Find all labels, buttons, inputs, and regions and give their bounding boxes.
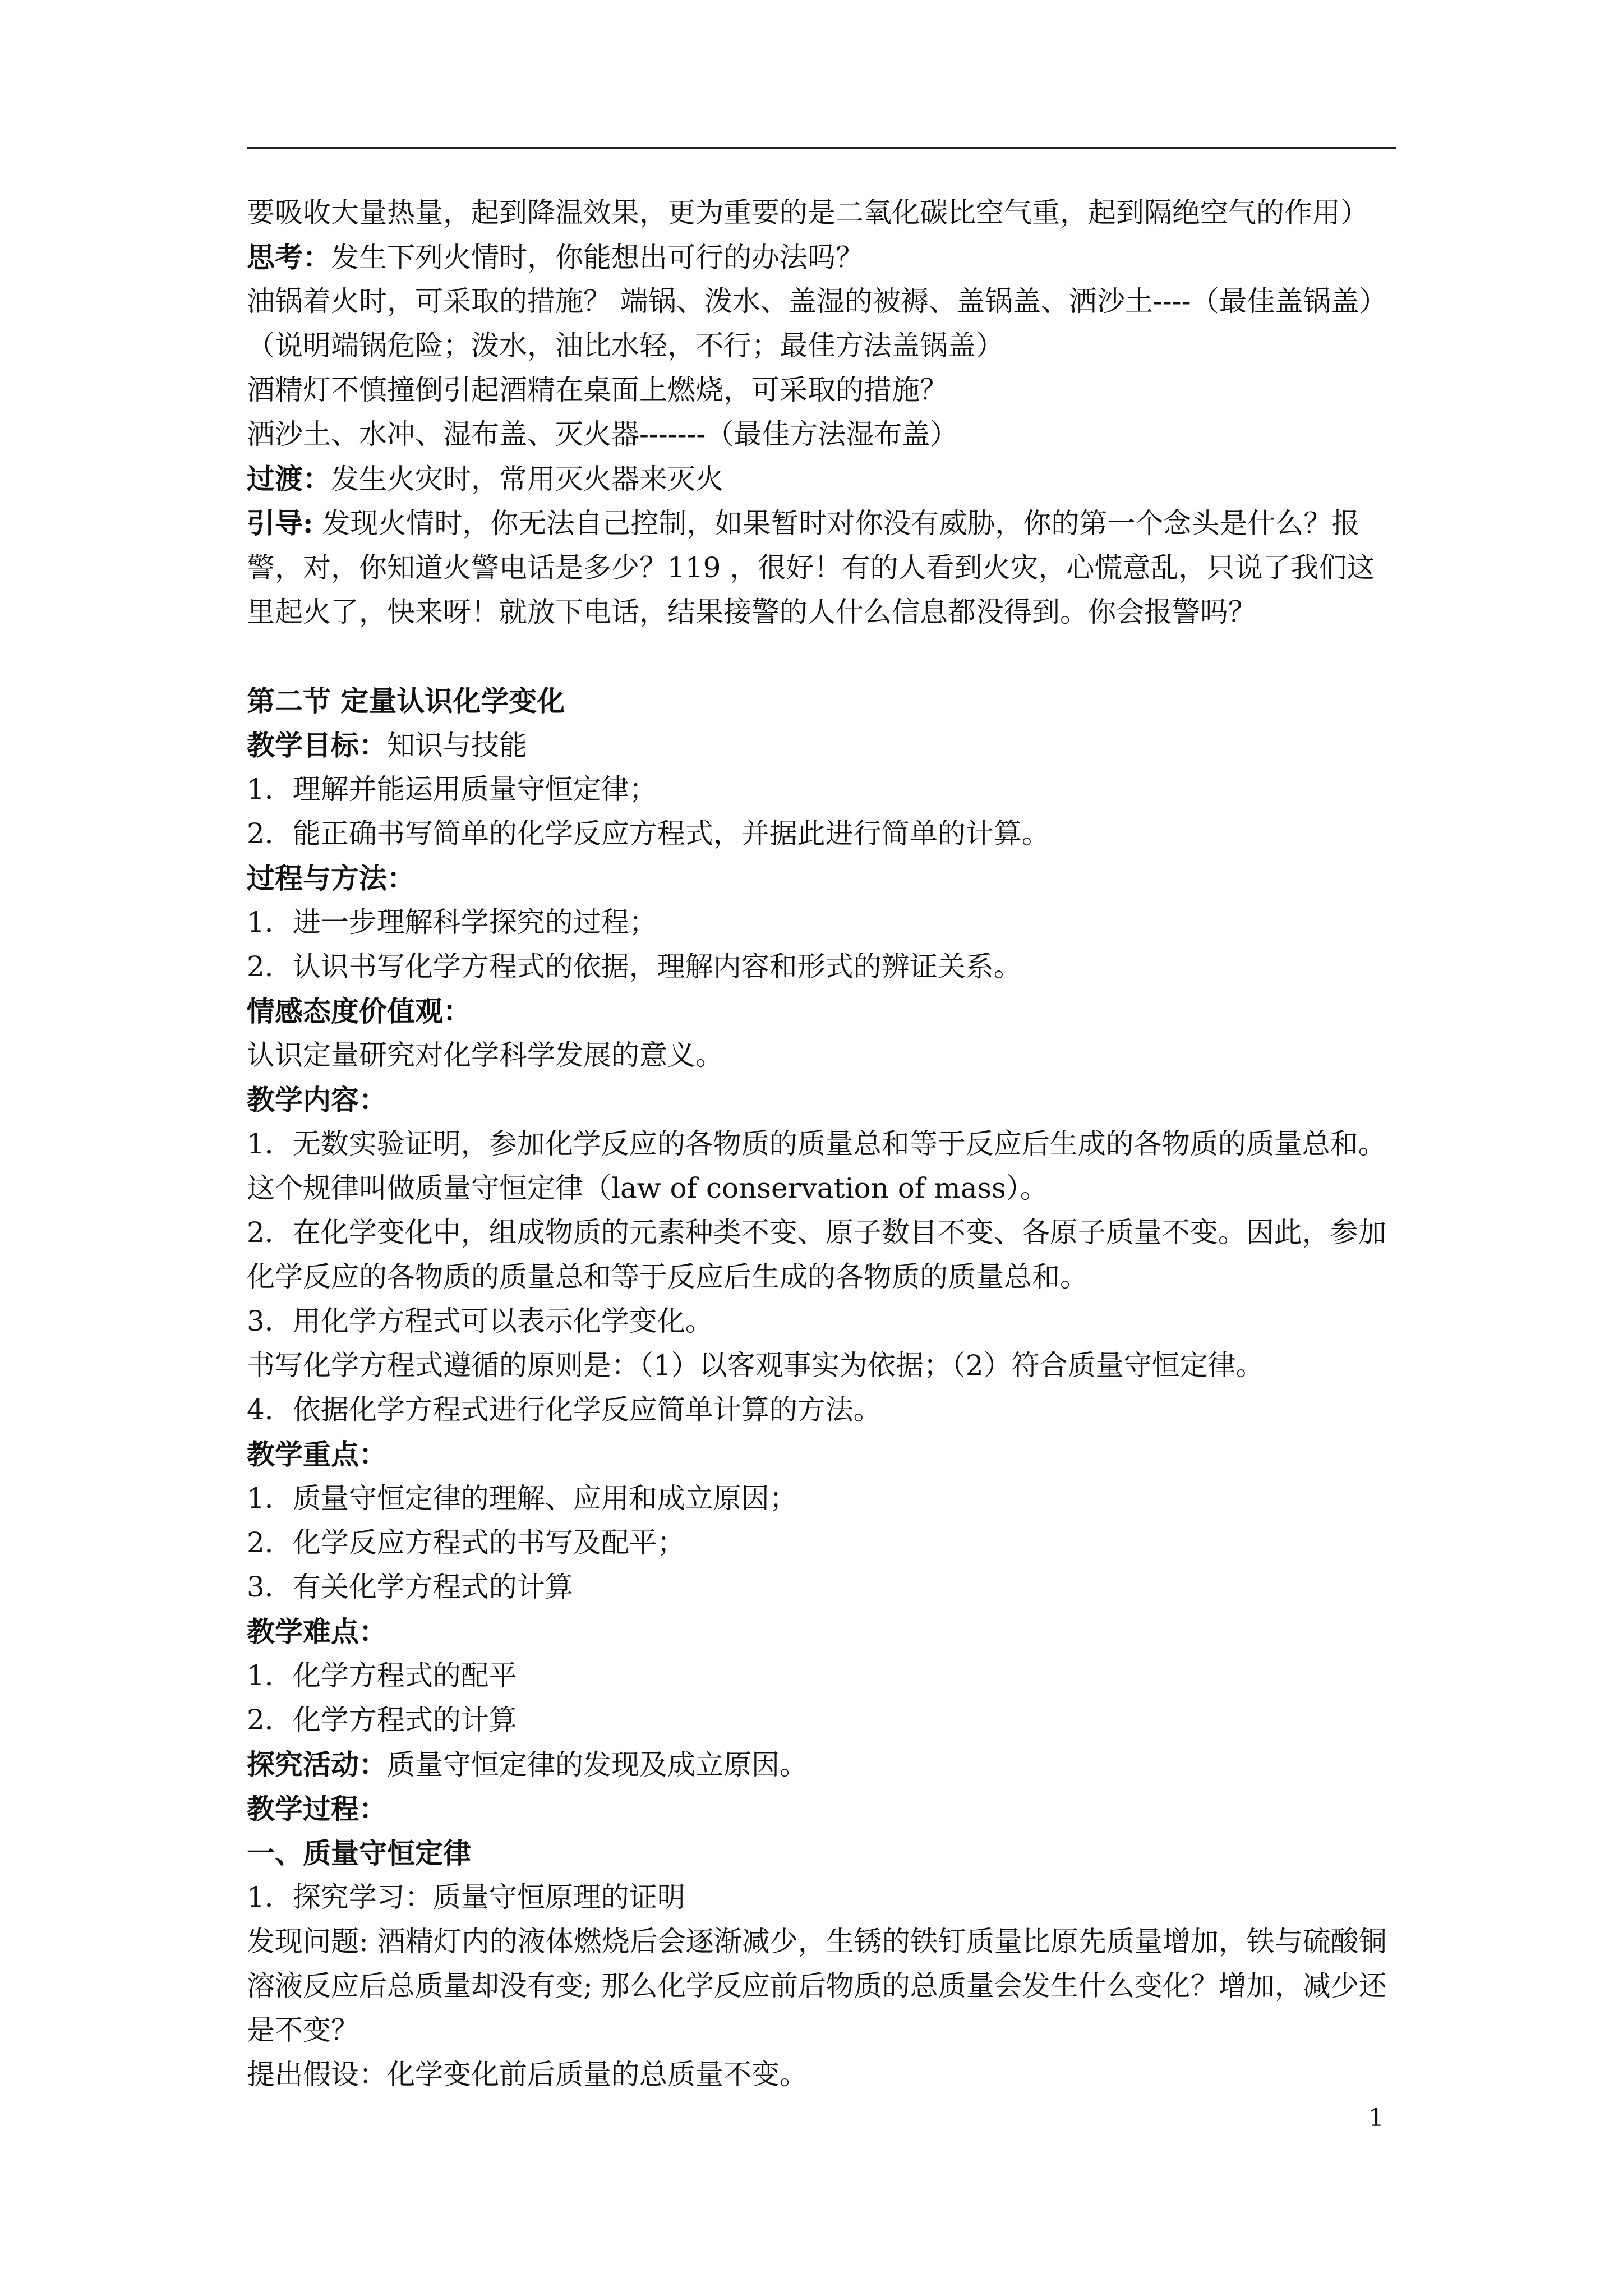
- line: 洒沙土、水冲、湿布盖、灭火器-------（最佳方法湿布盖）: [247, 418, 958, 450]
- line: 4．依据化学方程式进行化学反应简单计算的方法。: [247, 1393, 882, 1426]
- paragraph: 油锅着火时，可采取的措施？ 端锅、泼水、盖湿的被褥、盖锅盖、洒沙土----（最佳盖锅盖）: [247, 285, 1387, 318]
- list-item: 2．化学方程式的计算: [247, 1704, 517, 1736]
- header-rule: [247, 147, 1396, 149]
- label-think: 思考：: [247, 241, 331, 274]
- label-guide: 引导:: [247, 507, 313, 540]
- line: （说明端锅危险；泼水，油比水轻，不行；最佳方法盖锅盖）: [247, 329, 1004, 362]
- text: 发生火灾时，常用灭火器来灭火: [331, 463, 723, 495]
- list-item: 1．理解并能运用质量守恒定律；: [247, 773, 657, 806]
- page-number: 1: [1368, 2104, 1384, 2132]
- list-item: 2．化学反应方程式的书写及配平；: [247, 1526, 685, 1559]
- list-item: 1．探究学习：质量守恒原理的证明: [247, 1881, 685, 1913]
- label-teaching-process: 教学过程：: [247, 1792, 387, 1825]
- document-body: [247, 191, 1396, 2097]
- list-item: 1．质量守恒定律的理解、应用和成立原因；: [247, 1482, 797, 1515]
- list-item: 2．认识书写化学方程式的依据，理解内容和形式的辨证关系。: [247, 950, 1022, 983]
- label-discover: 发现问题:: [247, 1925, 368, 1958]
- text: 知识与技能: [387, 729, 527, 762]
- list-item: 2．能正确书写简单的化学反应方程式，并据此进行简单的计算。: [247, 817, 1050, 850]
- label-process: 过程与方法：: [247, 862, 415, 895]
- line: [247, 457, 1396, 501]
- label-emotion: 情感态度价值观：: [247, 995, 471, 1028]
- paragraph: 1．无数实验证明，参加化学反应的各物质的质量总和等于反应后生成的各物质的质量总和。这个规律叫做质量守恒定律（law of conservation of mass）。: [247, 1128, 1386, 1204]
- line: 要吸收大量热量，起到降温效果，更为重要的是二氧化碳比空气重，起到隔绝空气的作用）: [247, 196, 1368, 229]
- list-item: 1．进一步理解科学探究的过程；: [247, 906, 657, 938]
- label-transition: 过渡：: [247, 462, 331, 495]
- line: 提出假设：化学变化前后质量的总质量不变。: [247, 2058, 808, 2091]
- paragraph: [247, 1920, 1396, 2053]
- paragraph: 2．在化学变化中，组成物质的元素种类不变、原子数目不变、各原子质量不变。因此，参加化学反应的各物质的质量总和等于反应后生成的各物质的质量总和。: [247, 1216, 1386, 1293]
- line: 书写化学方程式遵循的原则是：（1）以客观事实为依据；（2）符合质量守恒定律。: [247, 1349, 1264, 1382]
- line: [247, 1742, 1396, 1787]
- subsection-title: 一、质量守恒定律: [247, 1837, 471, 1870]
- line: 酒精灯不慎撞倒引起酒精在桌面上燃烧，可采取的措施？: [247, 374, 948, 406]
- text: 发生下列火情时，你能想出可行的办法吗？: [331, 241, 864, 274]
- label-explore: 探究活动：: [247, 1748, 387, 1781]
- text: 质量守恒定律的发现及成立原因。: [387, 1749, 808, 1781]
- line: 3．用化学方程式可以表示化学变化。: [247, 1305, 713, 1337]
- spacer: [247, 634, 1396, 679]
- list-item: 1．化学方程式的配平: [247, 1659, 517, 1692]
- text: 发现火情时，你无法自己控制，如果暂时对你没有威胁，你的第一个念头是什么？报警，对，你知道火警电话是多少？119 ，很好！有的人看到火灾，心慌意乱，只说了我们这里起火了，快来呀！就放下电话，结果接警的人什么信息都没得到。你会报警吗？: [247, 507, 1375, 628]
- section-title: 第二节 定量认识化学变化: [247, 684, 565, 717]
- label-key: 教学重点：: [247, 1438, 387, 1471]
- list-item: 3．有关化学方程式的计算: [247, 1571, 573, 1603]
- line: [247, 235, 1396, 279]
- label-goal: 教学目标：: [247, 729, 387, 762]
- line: [247, 723, 1396, 767]
- label-difficulty: 教学难点：: [247, 1615, 387, 1648]
- paragraph: [247, 501, 1396, 634]
- line: 认识定量研究对化学科学发展的意义。: [247, 1039, 723, 1071]
- text: 酒精灯内的液体燃烧后会逐渐减少，生锈的铁钉质量比原先质量增加，铁与硫酸铜溶液反应后总质量却没有变; 那么化学反应前后物质的总质量会发生什么变化？增加，减少还是不变？: [247, 1925, 1387, 2046]
- label-content: 教学内容：: [247, 1083, 387, 1116]
